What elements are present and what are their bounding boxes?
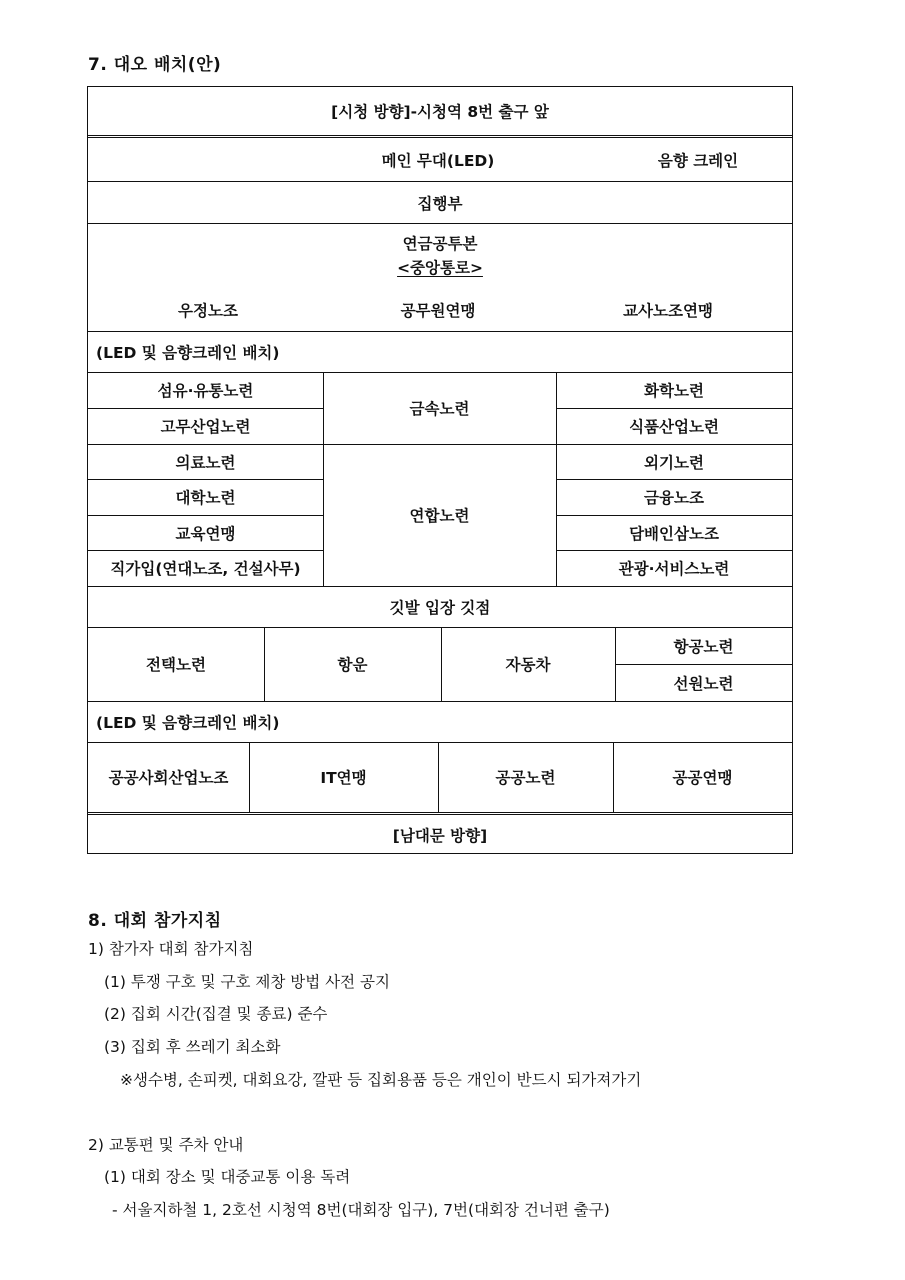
union-cell: 식품산업노련: [629, 418, 719, 436]
union-cell: 항운: [337, 656, 368, 674]
guideline-item: (1) 투쟁 구호 및 구호 제창 방법 사전 공지: [104, 973, 390, 991]
flag-entry: 깃발 입장 깃점: [389, 598, 491, 617]
row-center-union: 공무원연맹: [400, 302, 476, 320]
union-cell: 교육연맹: [175, 524, 236, 543]
divider: [615, 664, 792, 665]
union-cell: 섬유·유통노련: [157, 382, 254, 400]
pension-hq: 연금공투본: [402, 235, 478, 253]
sound-crane: 음향 크레인: [657, 152, 739, 170]
divider: [88, 135, 792, 138]
section-8-title: 8. 대회 참가지침: [88, 911, 222, 931]
guideline-item: (1) 대회 장소 및 대중교통 이용 독려: [104, 1168, 351, 1186]
divider: [88, 408, 323, 409]
divider: [88, 515, 323, 516]
union-cell: 전택노련: [146, 656, 206, 674]
guideline-item: (3) 집회 후 쓰레기 최소화: [104, 1038, 281, 1056]
executive-area: 집행부: [417, 194, 463, 213]
divider: [556, 408, 792, 409]
guideline-heading: 2) 교통편 및 주차 안내: [88, 1136, 244, 1154]
union-cell: 항공노련: [673, 637, 734, 656]
guideline-note: ※생수병, 손피켓, 대회요강, 깔판 등 집회용품 등은 개인이 반드시 되가져가기: [120, 1071, 642, 1089]
union-cell: 대학노련: [175, 489, 236, 507]
union-cell: 공공사회산업노조: [108, 769, 229, 787]
union-cell: 선원노련: [673, 674, 734, 693]
row-left-union: 우정노조: [178, 302, 238, 320]
union-cell: 관광·서비스노련: [618, 560, 730, 578]
union-cell: 자동차: [505, 656, 551, 674]
bottom-direction: [남대문 방향]: [392, 826, 488, 845]
guideline-heading: 1) 참가자 대회 참가지침: [88, 940, 254, 958]
union-cell: 화학노련: [644, 382, 704, 400]
union-cell-center: 금속노련: [409, 400, 470, 418]
union-cell-center: 연합노련: [409, 507, 470, 525]
divider: [88, 479, 323, 480]
union-cell: 공공연맹: [672, 769, 733, 787]
union-cell: 고무산업노련: [160, 418, 251, 436]
union-cell: 공공노련: [495, 769, 556, 787]
guideline-item: (2) 집회 시간(집결 및 종료) 준수: [104, 1005, 328, 1023]
divider: [88, 223, 792, 224]
union-cell: 금융노조: [644, 489, 704, 507]
section-7-title: 7. 대오 배치(안): [88, 55, 222, 75]
union-cell: 담배인삼노조: [629, 524, 719, 543]
divider: [88, 812, 792, 815]
guideline-item: - 서울지하철 1, 2호선 시청역 8번(대회장 입구), 7번(대회장 건너편 출구): [112, 1201, 610, 1219]
divider: [556, 479, 792, 480]
union-cell: 의료노련: [175, 453, 236, 472]
row-right-union: 교사노조연맹: [623, 302, 713, 320]
union-cell: IT연맹: [320, 769, 367, 787]
led-note: (LED 및 음향크레인 배치): [96, 714, 280, 732]
union-cell: 직가입(연대노조, 건설사무): [110, 560, 301, 578]
divider: [556, 550, 792, 551]
main-stage: 메인 무대(LED): [381, 152, 495, 170]
layout-table: [87, 86, 793, 854]
divider: [88, 550, 323, 551]
top-direction: [시청 방향]-시청역 8번 출구 앞: [331, 103, 549, 121]
divider: [556, 515, 792, 516]
led-note: (LED 및 음향크레인 배치): [96, 344, 280, 362]
central-aisle: <중앙통로>: [397, 259, 483, 277]
union-cell: 외기노련: [644, 453, 704, 472]
